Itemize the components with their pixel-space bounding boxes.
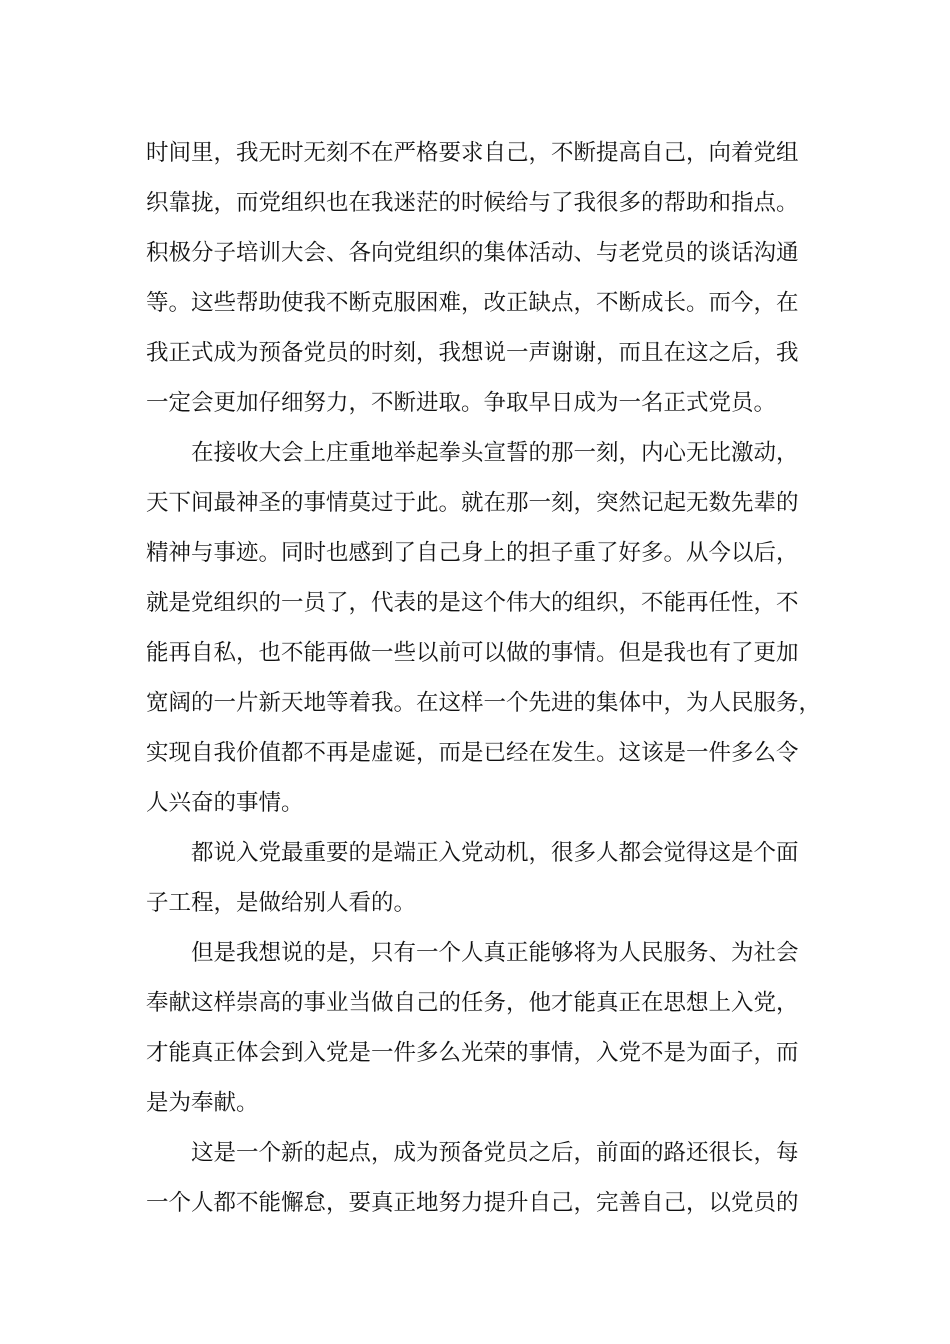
- text-line: 宽阔的一片新天地等着我。在这样一个先进的集体中，为人民服务，: [146, 690, 822, 716]
- text-line: 一个人都不能懈怠，要真正地努力提升自己，完善自己，以党员的: [146, 1190, 799, 1216]
- text-line: 人兴奋的事情。: [146, 790, 304, 816]
- paragraph-first-line: 在接收大会上庄重地举起拳头宣誓的那一刻，内心无比激动，: [191, 440, 799, 466]
- text-line: 一定会更加仔细努力，不断进取。争取早日成为一名正式党员。: [146, 390, 777, 416]
- text-line: 就是党组织的一员了，代表的是这个伟大的组织，不能再任性，不: [146, 590, 799, 616]
- text-line: 天下间最神圣的事情莫过于此。就在那一刻，突然记起无数先辈的: [146, 490, 799, 516]
- text-line: 积极分子培训大会、各向党组织的集体活动、与老党员的谈话沟通: [146, 240, 799, 266]
- paragraph-first-line: 这是一个新的起点，成为预备党员之后，前面的路还很长，每: [191, 1140, 799, 1166]
- text-line: 能再自私，也不能再做一些以前可以做的事情。但是我也有了更加: [146, 640, 799, 666]
- document-body: [146, 128, 826, 1228]
- paragraph-first-line: 但是我想说的是，只有一个人真正能够将为人民服务、为社会: [191, 940, 799, 966]
- text-line: 时间里，我无时无刻不在严格要求自己，不断提高自己，向着党组: [146, 140, 799, 166]
- text-line: 奉献这样崇高的事业当做自己的任务，他才能真正在思想上入党，: [146, 990, 799, 1016]
- text-line: 才能真正体会到入党是一件多么光荣的事情，入党不是为面子，而: [146, 1040, 799, 1066]
- text-line: 是为奉献。: [146, 1090, 259, 1116]
- text-line: 实现自我价值都不再是虚诞，而是已经在发生。这该是一件多么令: [146, 740, 799, 766]
- text-line: 等。这些帮助使我不断克服困难，改正缺点，不断成长。而今，在: [146, 290, 799, 316]
- text-line: 我正式成为预备党员的时刻，我想说一声谢谢，而且在这之后，我: [146, 340, 799, 366]
- text-line: 织靠拢，而党组织也在我迷茫的时候给与了我很多的帮助和指点。: [146, 190, 799, 216]
- paragraph-first-line: 都说入党最重要的是端正入党动机，很多人都会觉得这是个面: [191, 840, 799, 866]
- text-line: 精神与事迹。同时也感到了自己身上的担子重了好多。从今以后，: [146, 540, 799, 566]
- text-line: 子工程，是做给别人看的。: [146, 890, 417, 916]
